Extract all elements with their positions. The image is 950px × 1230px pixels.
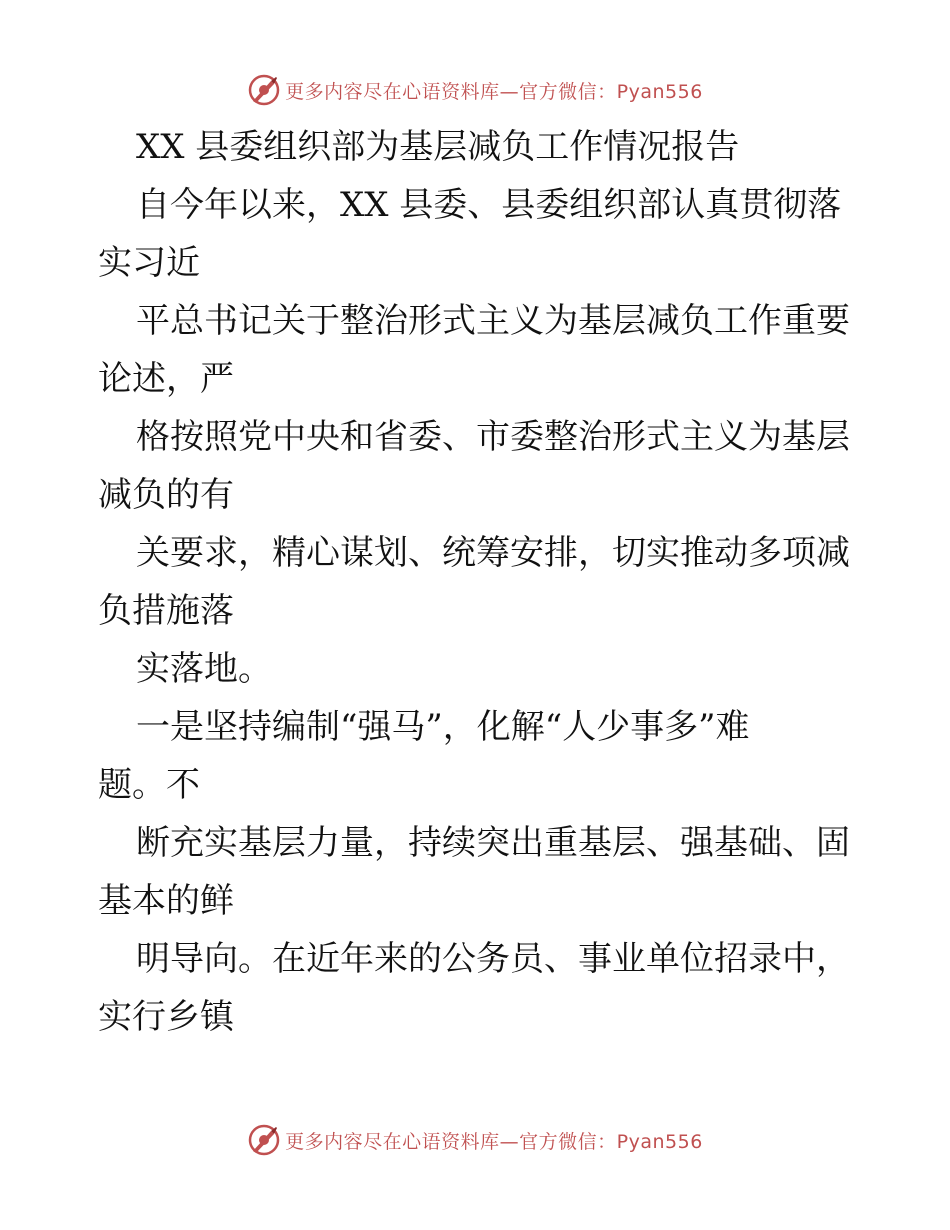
text-line: 论述，严 — [98, 359, 234, 399]
text-line: 格按照党中央和省委、市委整治形式主义为基层 — [136, 417, 850, 457]
text-line: 平总书记关于整治形式主义为基层减负工作重要 — [136, 301, 850, 341]
text-line: 断充实基层力量，持续突出重基层、强基础、固 — [136, 823, 850, 863]
document-body — [98, 118, 858, 1046]
text-line: 题。不 — [98, 765, 200, 805]
text-line: 一是坚持编制“强马”，化解“人少事多”难 — [136, 707, 750, 747]
text-line: 负措施落 — [98, 591, 234, 631]
footer-banner — [0, 1120, 950, 1160]
text-line: 减负的有 — [98, 475, 234, 515]
document-title: XX 县委组织部为基层减负工作情况报告 — [136, 127, 740, 167]
text-line: 实落地。 — [136, 649, 272, 689]
header-banner — [0, 70, 950, 110]
text-line: 明导向。在近年来的公务员、事业单位招录中， — [136, 939, 850, 979]
pen-circle-logo-icon — [247, 1123, 281, 1157]
banner-text: 更多内容尽在心语资料库—官方微信：Pyan556 — [285, 80, 703, 103]
text-line: 关要求，精心谋划、统筹安排，切实推动多项减 — [136, 533, 850, 573]
text-line: 自今年以来，XX 县委、县委组织部认真贯彻落 — [136, 185, 842, 225]
text-line: 实习近 — [98, 243, 200, 283]
pen-circle-logo-icon — [247, 73, 281, 107]
text-line: 基本的鲜 — [98, 881, 234, 921]
banner-text: 更多内容尽在心语资料库—官方微信：Pyan556 — [285, 1130, 703, 1153]
text-line: 实行乡镇 — [98, 997, 234, 1037]
